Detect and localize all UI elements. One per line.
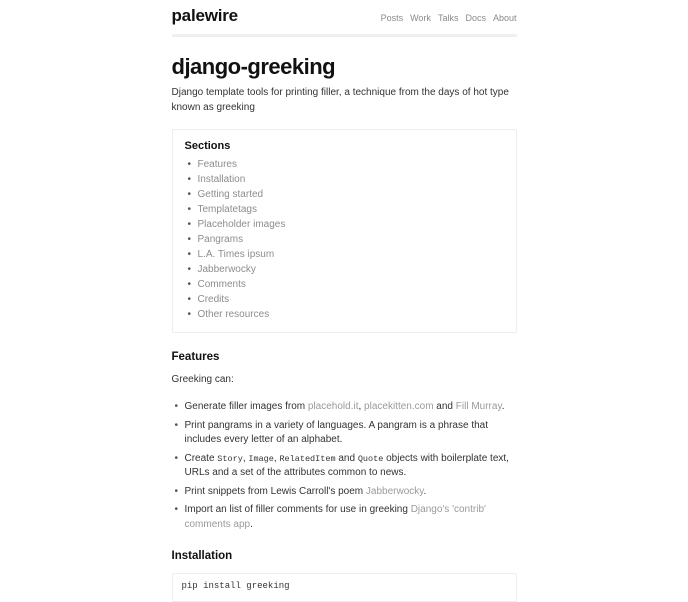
sections-link-pangrams[interactable]: Pangrams — [197, 234, 244, 245]
installation-code-text: pip install greeking — [181, 581, 290, 591]
list-item — [185, 232, 504, 247]
main-navigation — [381, 12, 517, 24]
page-title: django-greeking — [171, 54, 336, 79]
sections-link-features[interactable]: Features — [197, 159, 237, 170]
feature-2-text: Print pangrams in a variety of languages. A pangram is a phrase that includes every letter of an alphabet. — [184, 419, 489, 445]
features-heading: Features — [171, 351, 220, 363]
sections-link-credits[interactable]: Credits — [197, 294, 230, 305]
list-item — [185, 292, 504, 307]
sections-heading: Sections — [184, 140, 231, 152]
link-django-contrib-comments[interactable]: Django's 'contrib' comments app — [184, 504, 486, 530]
sections-link-jabberwocky[interactable]: Jabberwocky — [197, 264, 256, 275]
list-item — [172, 400, 512, 415]
list-item — [172, 419, 512, 448]
nav-item-docs[interactable]: Docs — [465, 13, 486, 23]
link-jabberwocky[interactable]: Jabberwocky — [365, 485, 424, 497]
list-item — [172, 503, 512, 532]
feature-1-post: . — [501, 401, 505, 412]
list-item — [185, 277, 504, 292]
header-divider — [172, 34, 517, 37]
nav-item-posts[interactable]: Posts — [380, 13, 404, 23]
feature-1-sep1: , — [358, 401, 365, 412]
nav-item-talks[interactable]: Talks — [437, 13, 459, 23]
list-item — [185, 247, 504, 262]
sections-link-la-times-ipsum[interactable]: L.A. Times ipsum — [197, 249, 275, 260]
installation-code-block — [172, 573, 517, 602]
list-item — [185, 202, 504, 217]
sections-link-installation[interactable]: Installation — [197, 174, 246, 185]
list-item — [185, 187, 504, 202]
features-lead: Greeking can: — [171, 374, 234, 385]
feature-5-post: . — [250, 518, 253, 530]
sections-link-templatetags[interactable]: Templatetags — [197, 204, 257, 215]
sections-link-other-resources[interactable]: Other resources — [197, 309, 270, 320]
feature-1-pre: Generate filler images from — [184, 401, 308, 412]
code-quote: Quote — [357, 453, 384, 464]
code-image: Image — [248, 453, 274, 464]
nav-item-work[interactable]: Work — [410, 13, 431, 23]
feature-3-sep3: and — [335, 452, 358, 464]
sections-box — [172, 129, 517, 333]
feature-3-sep2: , — [273, 452, 280, 464]
feature-3-pre: Create — [184, 452, 218, 464]
link-placekitten-com[interactable]: placekitten.com — [364, 401, 434, 412]
list-item — [185, 307, 504, 322]
code-relateditem: RelatedItem — [279, 453, 336, 464]
site-brand-logo[interactable]: palewire — [171, 6, 238, 25]
feature-3-sep1: , — [242, 452, 249, 464]
feature-1-sep2: and — [433, 401, 456, 412]
sections-link-getting-started[interactable]: Getting started — [197, 189, 264, 200]
sections-link-comments[interactable]: Comments — [197, 279, 246, 290]
nav-item-about[interactable]: About — [492, 13, 517, 23]
list-item — [172, 452, 512, 481]
feature-3-post: objects with boilerplate text, URLs and a set of the attributes common to news. — [184, 452, 509, 478]
link-fill-murray[interactable]: Fill Murray — [455, 401, 502, 412]
site-header — [172, 4, 517, 26]
page-description: Django template tools for printing filler, a technique from the days of hot type known as greeking — [171, 87, 509, 113]
list-item — [185, 262, 504, 277]
feature-5-pre: Import an list of filler comments for use in greeking — [184, 504, 411, 515]
list-item — [185, 157, 504, 172]
list-item — [172, 485, 512, 500]
installation-heading: Installation — [171, 550, 233, 562]
features-list — [172, 400, 517, 532]
feature-4-post: . — [423, 485, 427, 497]
feature-4-pre: Print snippets from Lewis Carroll's poem — [184, 485, 366, 497]
sections-list — [185, 157, 504, 322]
sections-link-placeholder-images[interactable]: Placeholder images — [197, 219, 286, 230]
link-placehold-it[interactable]: placehold.it — [307, 401, 359, 412]
list-item — [185, 172, 504, 187]
list-item — [185, 217, 504, 232]
code-story: Story — [217, 453, 243, 464]
